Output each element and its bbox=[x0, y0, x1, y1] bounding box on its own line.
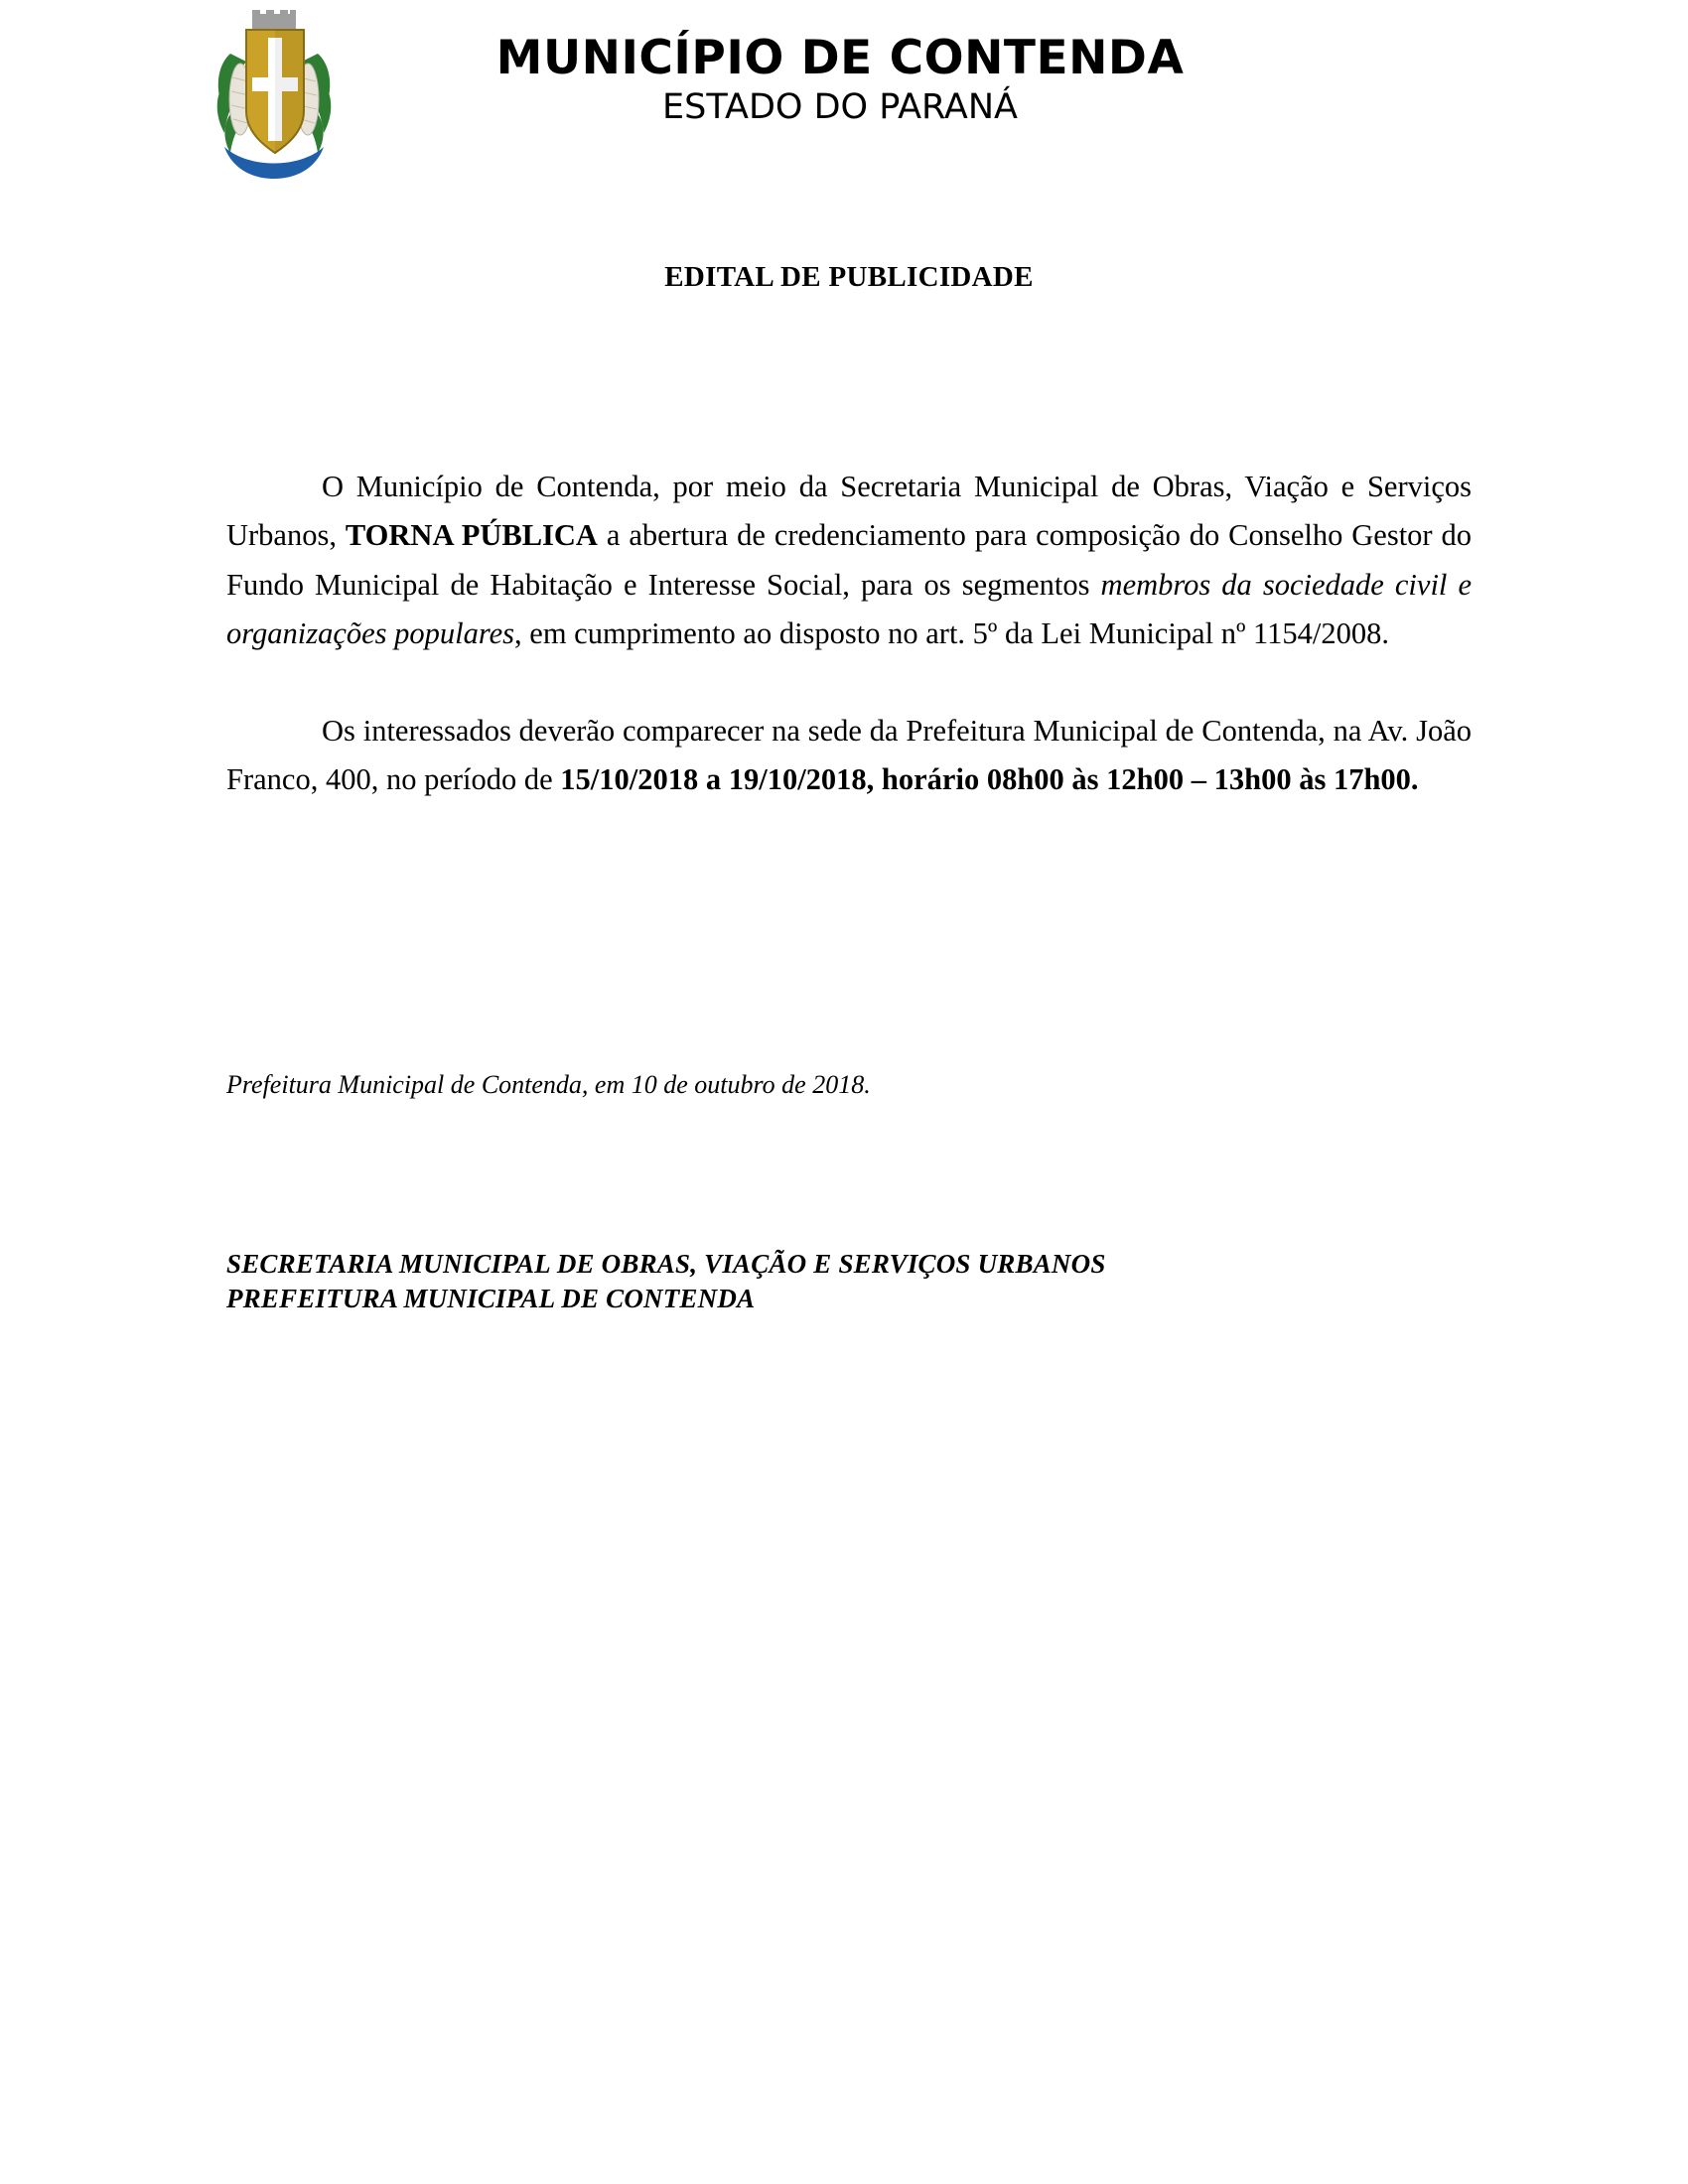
paragraph-purpose-part1: O Município de Contenda, por meio da Secretaria Municipal de Obras, Viação e Serviços Urbanos, bbox=[226, 470, 1472, 553]
signature-entity: PREFEITURA MUNICIPAL DE CONTENDA bbox=[226, 1283, 756, 1313]
paragraph-purpose bbox=[226, 463, 1472, 659]
document-body bbox=[0, 261, 1688, 1316]
paragraph-schedule-dates: 15/10/2018 a 19/10/2018, horário 08h00 às 12h00 – 13h00 às 17h00. bbox=[560, 762, 1419, 797]
signature-block bbox=[226, 1247, 1472, 1315]
municipality-title: MUNICÍPIO DE CONTENDA bbox=[495, 31, 1185, 85]
paragraph-schedule-part1: Os interessados deverão comparecer na sede da Prefeitura Municipal de Contenda, na Av. João Franco, 400, no período de bbox=[226, 713, 1472, 797]
paragraph-purpose-part3: a abertura de credenciamento para composição do Conselho Gestor do Fundo Municipal de Habitação e Interesse Social, para os segmentos bbox=[226, 518, 1472, 602]
signature-department: SECRETARIA MUNICIPAL DE OBRAS, VIAÇÃO E SERVIÇOS URBANOS bbox=[226, 1249, 1106, 1280]
page-title: EDITAL DE PUBLICIDADE bbox=[664, 261, 1034, 293]
paragraph-purpose-part5: , em cumprimento ao disposto no art. 5º da Lei Municipal nº 1154/2008. bbox=[514, 616, 1389, 651]
signature-date: Prefeitura Municipal de Contenda, em 10 de outubro de 2018. bbox=[226, 1070, 871, 1100]
paragraph-schedule bbox=[226, 707, 1472, 805]
paragraph-purpose-emphasis: TORNA PÚBLICA bbox=[345, 518, 598, 553]
header-titles bbox=[340, 8, 1688, 130]
municipal-coat-of-arms-icon bbox=[209, 8, 340, 192]
paragraph-purpose-italic: membros da sociedade civil e organizações populares bbox=[226, 567, 1472, 651]
document-header bbox=[0, 0, 1688, 192]
state-subtitle: ESTADO DO PARANÁ bbox=[662, 87, 1018, 128]
